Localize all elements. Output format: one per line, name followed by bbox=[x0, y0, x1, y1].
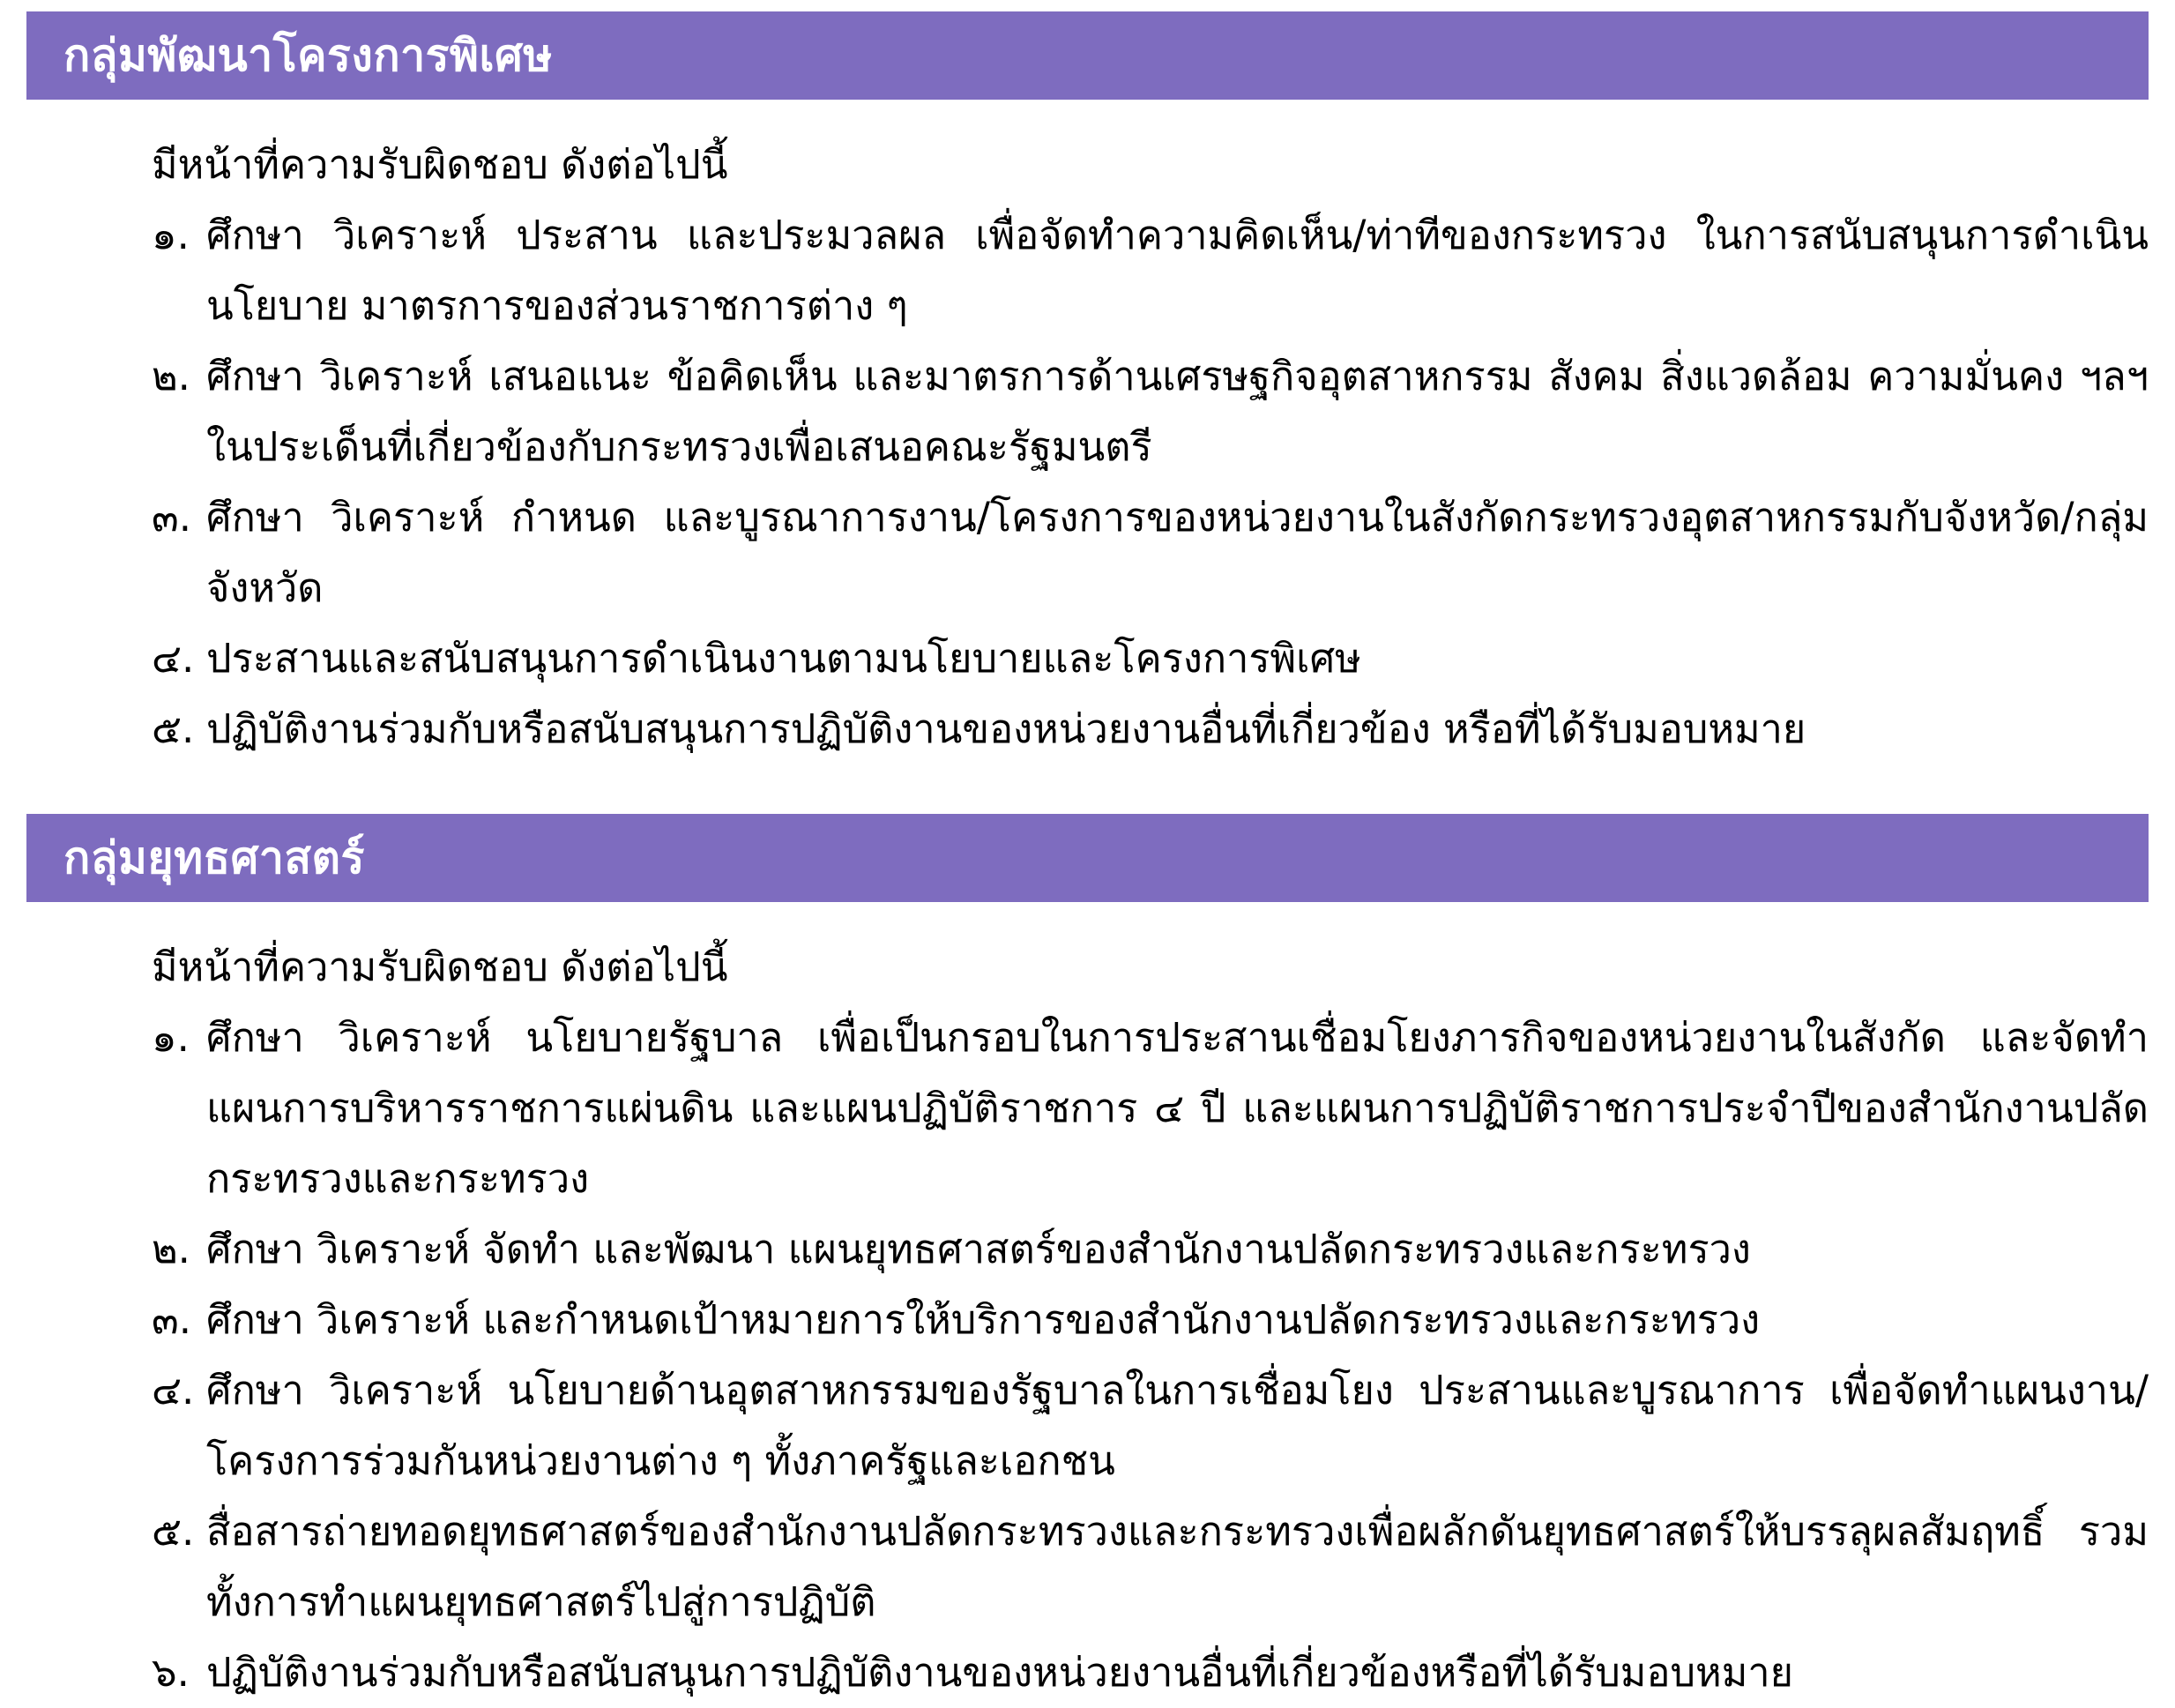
item-text: ศึกษา วิเคราะห์ กำหนด และบูรณาการงาน/โครงการของหน่วยงานในสังกัดกระทรวงอุตสาหกรรมกับจังหวัด/กลุ่มจังหวัด bbox=[206, 494, 2149, 611]
section-title: กลุ่มพัฒนาโครงการพิเศษ bbox=[63, 29, 553, 81]
section-body bbox=[0, 100, 2175, 764]
section-title: กลุ่มยุทธศาสตร์ bbox=[63, 832, 365, 884]
list-item bbox=[152, 1003, 2149, 1214]
list-item bbox=[152, 1285, 2149, 1355]
item-number: ๑. bbox=[152, 212, 190, 258]
list-item bbox=[152, 482, 2149, 623]
item-text: ศึกษา วิเคราะห์ จัดทำ และพัฒนา แผนยุทธศาสตร์ของสำนักงานปลัดกระทรวงและกระทรวง bbox=[206, 1226, 1751, 1272]
item-number: ๑. bbox=[152, 1014, 190, 1061]
list-item bbox=[152, 623, 2149, 694]
item-text: ประสานและสนับสนุนการดำเนินงานตามนโยบายและโครงการพิเศษ bbox=[206, 635, 1361, 682]
item-number: ๒. bbox=[152, 353, 190, 399]
item-text: สื่อสารถ่ายทอดยุทธศาสตร์ของสำนักงานปลัดกระทรวงและกระทรวงเพื่อผลักดันยุทธศาสตร์ให้บรรลุผลสัมฤทธิ์ รวมทั้งการ​ทำแผนยุทธศาสตร์ไปสู่การปฏิบัติ bbox=[206, 1508, 2149, 1625]
section-intro: มีหน้าที่ความรับผิดชอบ ดังต่อไปนี้ bbox=[152, 944, 728, 990]
item-text: ศึกษา วิเคราะห์ นโยบายด้านอุตสาหกรรมของรัฐบาลในการเชื่อมโยง ประสานและบูรณาการ เพื่อจัดทำแผนงาน/โครงการ​ร่วมกันหน่วยงานต่าง ๆ ทั้งภาครัฐและเอกชน bbox=[206, 1367, 2149, 1484]
item-text: ศึกษา วิเคราะห์ เสนอแนะ ข้อคิดเห็น และมาตรการด้านเศรษฐกิจอุตสาหกรรม สังคม สิ่งแวดล้อม ความมั่นคง ฯลฯ ในประเด็นที่เกี่ยวข้องกับกระทรวงเพื่อเสนอคณะรัฐมนตรี bbox=[206, 353, 2149, 470]
item-number: ๓. bbox=[152, 494, 192, 541]
section-header bbox=[26, 11, 2149, 100]
item-number: ๕. bbox=[152, 1508, 195, 1555]
list-item bbox=[152, 1355, 2149, 1496]
section-body bbox=[0, 902, 2175, 1708]
list-item bbox=[152, 1214, 2149, 1285]
document-page bbox=[0, 11, 2175, 1708]
item-number: ๓. bbox=[152, 1296, 192, 1343]
section-header bbox=[26, 814, 2149, 902]
section-intro: มีหน้าที่ความรับผิดชอบ ดังต่อไปนี้ bbox=[152, 141, 728, 188]
item-text: ศึกษา วิเคราะห์ นโยบายรัฐบาล เพื่อเป็นกรอบในการประสานเชื่อมโยงภารกิจของหน่วยงานในสังกัด และจัดทำ​แผนการบริหารราชการแผ่นดิน และแผนปฏิบัติราชการ ๔ ปี และแผนการปฏิบัติราชการประจำปีของสำนักงานปลัดกระทรวง​และกระทรวง bbox=[206, 1014, 2149, 1202]
item-text: ปฏิบัติงานร่วมกับหรือสนับสนุนการปฏิบัติงานของหน่วยงานอื่นที่เกี่ยวข้องหรือที่ได้รับมอบหมาย bbox=[206, 1649, 1793, 1696]
item-text: ศึกษา วิเคราะห์ ประสาน และประมวลผล เพื่อจัดทำความคิดเห็น/ท่าทีของกระทรวง ในการสนับสนุนการดำเนินนโยบาย มาตรการของส่วนราชการต่าง ๆ bbox=[206, 212, 2149, 329]
item-text: ปฏิบัติงานร่วมกับหรือสนับสนุนการปฏิบัติงานของหน่วยงานอื่นที่เกี่ยวข้อง หรือที่ได้รับมอบหมาย bbox=[206, 705, 1806, 752]
item-number: ๔. bbox=[152, 1367, 195, 1413]
list-item bbox=[152, 1637, 2149, 1708]
list-item bbox=[152, 1496, 2149, 1637]
item-text: ศึกษา วิเคราะห์ และกำหนดเป้าหมายการให้บริการของสำนักงานปลัดกระทรวงและกระทรวง bbox=[206, 1296, 1761, 1343]
list-item bbox=[152, 341, 2149, 482]
list-item bbox=[152, 200, 2149, 341]
item-number: ๒. bbox=[152, 1226, 190, 1272]
item-number: ๖. bbox=[152, 1649, 190, 1696]
list-item bbox=[152, 694, 2149, 764]
item-number: ๔. bbox=[152, 635, 195, 682]
item-number: ๕. bbox=[152, 705, 195, 752]
